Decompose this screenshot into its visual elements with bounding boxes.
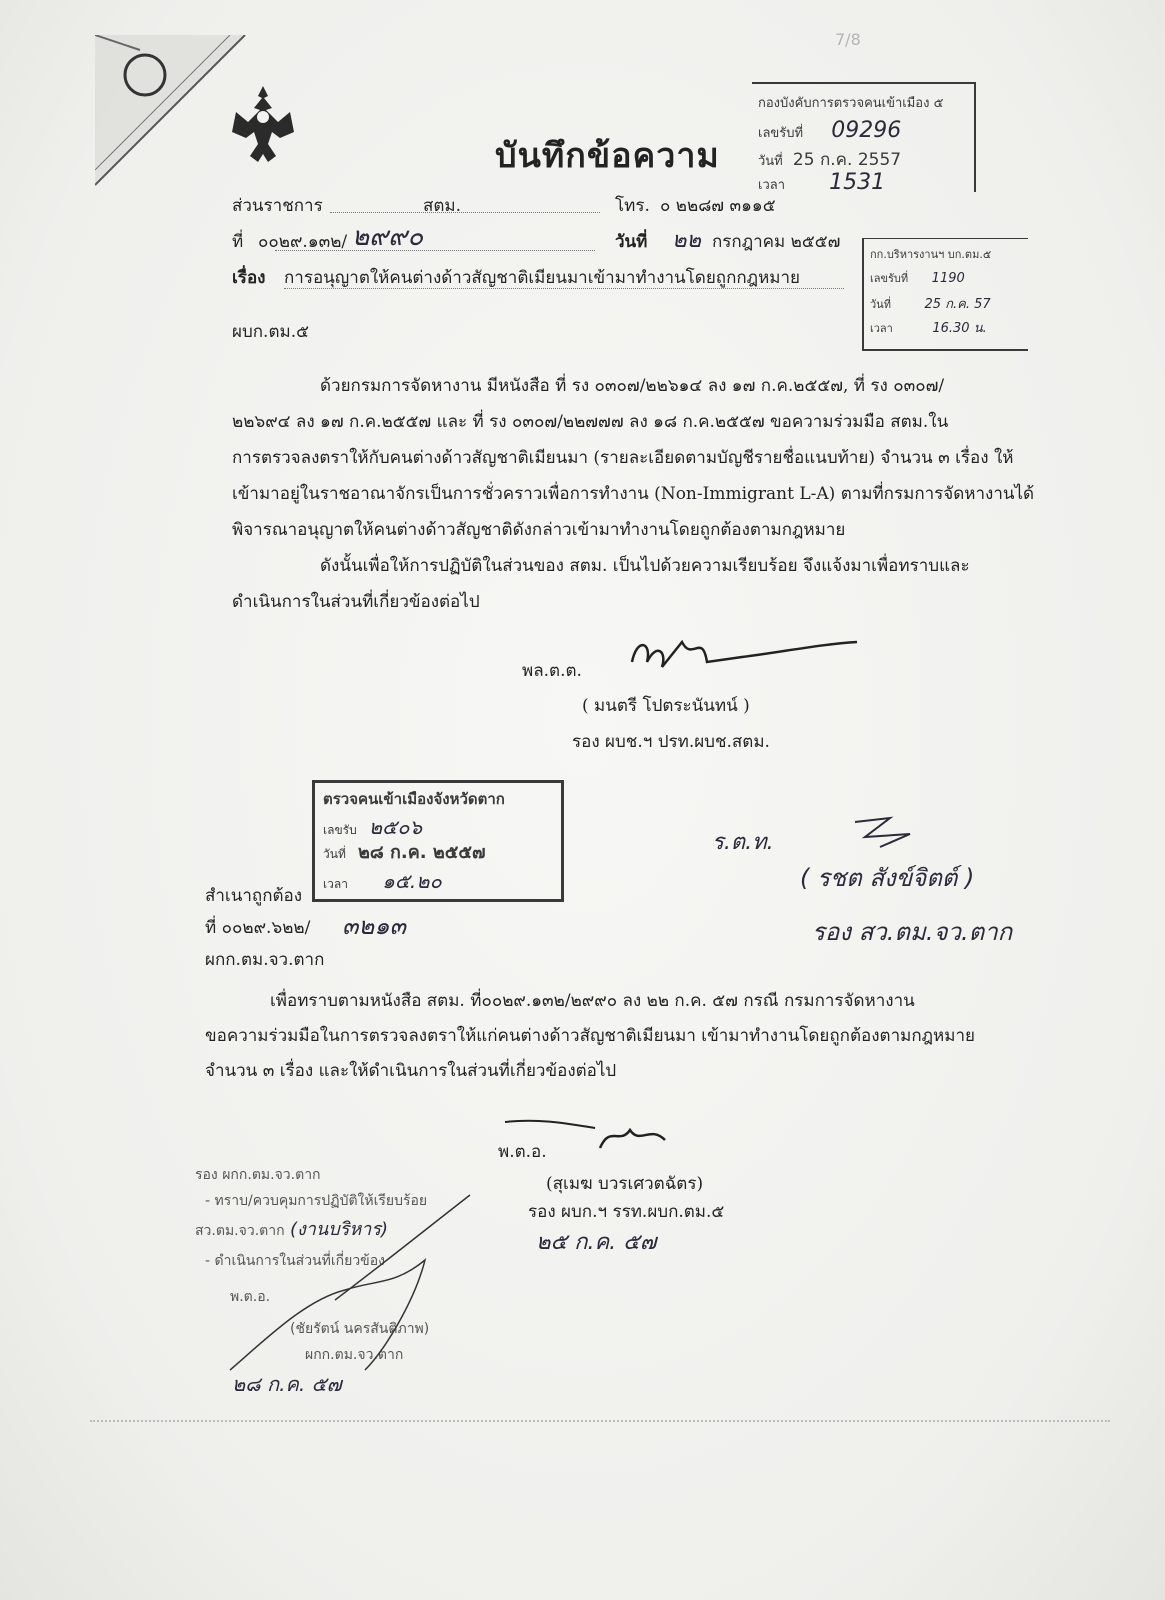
- routing-line-3-value: (งานบริหาร): [290, 1219, 388, 1240]
- corner-mark: 7/8: [835, 30, 861, 49]
- signature-1-rank: พล.ต.ต.: [522, 661, 582, 681]
- handwritten-position: รอง สว.ตม.จว.ตาก: [812, 918, 1013, 946]
- handwritten-name: ( รชต สังข์จิตต์ ): [800, 864, 975, 892]
- stamp2-label-receipt-no: เลขรับที่: [870, 272, 909, 285]
- body-line-3: การตรวจลงตราให้กับคนต่างด้าวสัญชาติเมียนมา (รายละเอียดตามบัญชีรายชื่อแนบท้าย) จำนวน ๓ เรื่อง ให้: [232, 448, 1014, 468]
- copy-ref-label: ที่ ๐๐๒๙.๖๒๒/: [205, 918, 311, 938]
- signature-2-rank: พ.ต.อ.: [498, 1142, 547, 1162]
- page-edge-rule: [90, 1420, 1110, 1422]
- agency-value: สตม.: [423, 196, 462, 216]
- stamp3-label-time: เวลา: [323, 877, 348, 891]
- ref-value: ๐๐๒๙.๑๓๒/: [258, 232, 348, 252]
- body-line-2: ๒๒๖๙๔ ลง ๑๗ ก.ค.๒๕๕๗ และ ที่ รง ๐๓๐๗/๒๒๗๗๗ ลง ๑๘ ก.ค.๒๕๕๗ ขอความร่วมมือ สตม.ใน: [232, 412, 949, 432]
- addressee: ผบก.ตม.๕: [232, 322, 309, 342]
- phone-value: ๐ ๒๒๘๗ ๓๑๑๕: [660, 196, 776, 216]
- routing-scribble: [225, 1190, 485, 1380]
- routing-line-8: ๒๘ ก.ค. ๕๗: [232, 1372, 342, 1396]
- signature-2-position: รอง ผบก.ฯ รรท.ผบก.ตม.๕: [528, 1202, 725, 1222]
- body-line-5: พิจารณาอนุญาตให้คนต่างด้าวสัญชาติดังกล่าวเข้ามาทำงานโดยถูกต้องตามกฎหมาย: [232, 520, 846, 540]
- routing-line-6: (ชัยรัตน์ นครสันติภาพ): [290, 1321, 430, 1337]
- date-label: วันที่: [615, 232, 648, 252]
- subject-value: การอนุญาตให้คนต่างด้าวสัญชาติเมียนมาเข้ามาทำงานโดยถูกกฎหมาย: [284, 268, 801, 288]
- ref-label: ที่: [232, 232, 244, 252]
- routing-line-1: รอง ผกก.ตม.จว.ตาก: [195, 1167, 321, 1183]
- stamp-line-office: กองบังคับการตรวจคนเข้าเมือง ๕: [758, 96, 944, 111]
- stamp-time: 1531: [829, 170, 886, 195]
- stamp3-label-date: วันที่: [323, 847, 346, 861]
- subject-label: เรื่อง: [232, 268, 266, 288]
- stamp2-receipt-no: 1190: [931, 271, 965, 286]
- signature-1-name: ( มนตรี โปตระนันทน์ ): [582, 696, 750, 716]
- signature-2-name: (สุเมฆ บวรเศวตฉัตร): [546, 1174, 704, 1194]
- routing-line-7: ผกก.ตม.จว.ตาก: [305, 1347, 404, 1363]
- copy-ref-value: ๓๒๑๓: [342, 912, 406, 940]
- stamp-date: 25 ก.ค. 2557: [792, 150, 902, 170]
- phone-label: โทร.: [615, 196, 650, 216]
- stamp-receipt-no: 09296: [831, 118, 902, 143]
- garuda-emblem: [228, 82, 298, 167]
- stamp-label-date: วันที่: [758, 154, 783, 169]
- signature-1: [622, 622, 862, 682]
- routing-line-3-label: สว.ตม.จว.ตาก: [195, 1223, 285, 1239]
- stamp-label-receipt-no: เลขรับที่: [758, 126, 804, 141]
- receipt-stamp-admin: [862, 238, 1028, 351]
- receipt-stamp-division5: [752, 82, 976, 195]
- stamp3-time: ๑๕.๒๐: [382, 869, 442, 893]
- routing-line-5: พ.ต.อ.: [230, 1289, 271, 1305]
- ref-handwritten: ๒๙๙๐: [352, 222, 424, 252]
- stamp2-label-time: เวลา: [870, 322, 893, 335]
- stamp3-label-receipt-no: เลขรับ: [323, 823, 357, 837]
- stamp2-time: 16.30 น.: [932, 321, 987, 336]
- signature-2-date: ๒๕ ก.ค. ๕๗: [536, 1230, 657, 1255]
- routing-line-4: - ดำเนินการในส่วนที่เกี่ยวข้อง: [205, 1253, 385, 1269]
- receipt-stamp-tak: [312, 780, 564, 902]
- stamp2-label-date: วันที่: [870, 298, 891, 311]
- handwritten-rank: ร.ต.ท.: [712, 830, 774, 855]
- signature-1-position: รอง ผบช.ฯ ปรท.ผบช.สตม.: [572, 732, 770, 752]
- stamp3-line-office: ตรวจคนเข้าเมืองจังหวัดตาก: [323, 790, 505, 808]
- routing-line-2: - ทราบ/ควบคุมการปฏิบัติให้เรียบร้อย: [205, 1193, 428, 1209]
- note-line-1: เพื่อทราบตามหนังสือ สตม. ที่๐๐๒๙.๑๓๒/๒๙๙๐ ลง ๒๒ ก.ค. ๕๗ กรณี กรมการจัดหางาน: [270, 991, 915, 1011]
- note-line-2: ขอความร่วมมือในการตรวจลงตราให้แก่คนต่างด้าวสัญชาติเมียนมา เข้ามาทำงานโดยถูกต้องตามกฎหมาย: [205, 1026, 975, 1046]
- date-day: ๒๒: [672, 228, 702, 253]
- body-line-1: ด้วยกรมการจัดหางาน มีหนังสือ ที่ รง ๐๓๐๗/๒๒๖๑๔ ลง ๑๗ ก.ค.๒๕๕๗, ที่ รง ๐๓๐๗/: [320, 376, 945, 396]
- note-line-3: จำนวน ๓ เรื่อง และให้ดำเนินการในส่วนที่เกี่ยวข้องต่อไป: [205, 1061, 617, 1081]
- stamp2-date: 25 ก.ค. 57: [924, 297, 991, 312]
- body-line-7: ดำเนินการในส่วนที่เกี่ยวข้องต่อไป: [232, 592, 480, 612]
- stamp-label-time: เวลา: [758, 178, 786, 193]
- stamp3-date: ๒๘ ก.ค. ๒๕๕๗: [358, 842, 486, 863]
- copy-certified: สำเนาถูกต้อง: [205, 886, 303, 906]
- date-rest: กรกฎาคม ๒๕๕๗: [712, 232, 841, 252]
- document-title: บันทึกข้อความ: [495, 136, 720, 176]
- body-line-4: เข้ามาอยู่ในราชอาณาจักรเป็นการชั่วคราวเพื่อการทำงาน (Non-Immigrant L-A) ตามที่กรมการจัดหางานได้: [232, 484, 1035, 504]
- body-line-6: ดังนั้นเพื่อให้การปฏิบัติในส่วนของ สตม. เป็นไปด้วยความเรียบร้อย จึงแจ้งมาเพื่อทราบและ: [320, 556, 970, 576]
- handwritten-signature-2: [850, 812, 920, 852]
- agency-label: ส่วนราชการ: [232, 196, 323, 216]
- copy-office: ผกก.ตม.จว.ตาก: [205, 950, 325, 970]
- stamp3-receipt-no: ๒๕๐๖: [368, 815, 423, 839]
- stamp2-line-office: กก.บริหารงานฯ บก.ตม.๕: [870, 248, 992, 261]
